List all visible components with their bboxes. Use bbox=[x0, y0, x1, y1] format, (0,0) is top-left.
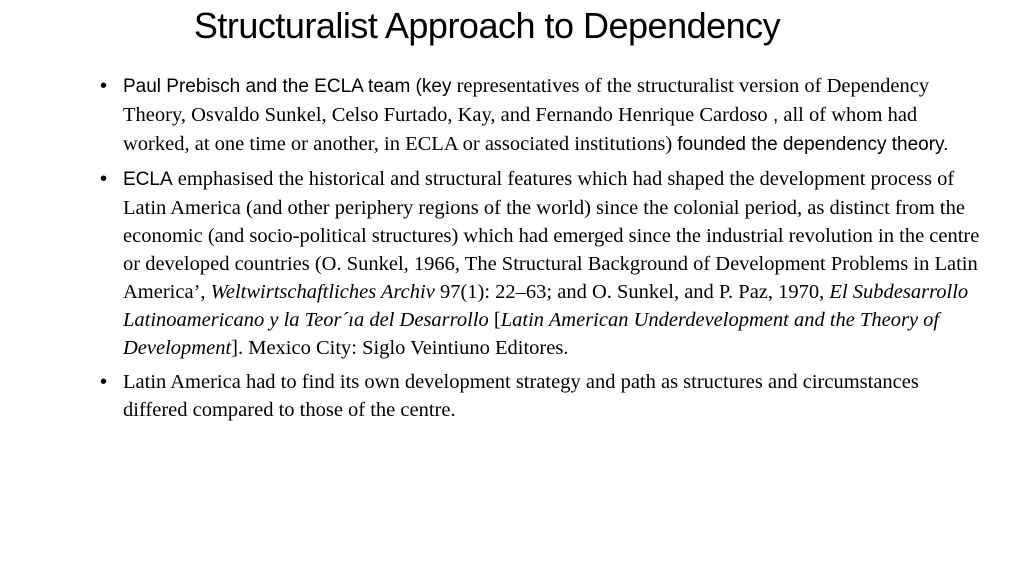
slide-title-text: Structuralist Approach to Dependency bbox=[193, 5, 781, 46]
bullet-2-body-c: [ bbox=[488, 309, 501, 331]
bullet-item-1 bbox=[100, 72, 980, 159]
bullet-1-comma: , bbox=[767, 105, 779, 126]
bullet-1-tail: founded the dependency theory. bbox=[677, 134, 949, 155]
bullet-2-book-title: El Subdesarrollo Latinoamericano y la Teor´ıa del Desarrollo bbox=[123, 281, 969, 331]
bullet-1-body-2: all of whom had worked, at one time or another, in ECLA or associated institutions) bbox=[123, 104, 918, 155]
bullet-item-3 bbox=[100, 368, 980, 424]
bullet-2-book-translation: Latin American Underdevelopment and the Theory of Development bbox=[123, 309, 940, 359]
slide-title bbox=[0, 4, 1024, 48]
bullet-2-body-a: emphasised the historical and structural features which had shaped the development process of Latin America (and other periphery regions of the world) since the colonial period, as distinct from the economic (and socio-political structures) which had emerged since the industrial revolution in the centre or developed countries (O. Sunkel, 1966, The Structural Background of Development Problems in Latin America’, bbox=[123, 168, 980, 303]
bullet-1-body: representatives of the structuralist version of Dependency Theory, Osvaldo Sunkel, Celso Furtado, Kay, and Fernando Henrique Cardoso bbox=[123, 75, 930, 126]
bullet-marker: • bbox=[100, 168, 108, 190]
bullet-1-lead: Paul Prebisch and the ECLA team (key bbox=[123, 76, 452, 97]
bullet-marker: • bbox=[100, 371, 108, 393]
bullet-2-body-d: ]. Mexico City: Siglo Veintiuno Editores. bbox=[231, 337, 569, 359]
bullet-2-lead: ECLA bbox=[123, 169, 173, 190]
bullet-list bbox=[100, 72, 980, 430]
bullet-marker: • bbox=[100, 75, 108, 97]
bullet-3-body: Latin America had to find its own development strategy and path as structures and circumstances differed compared to those of the centre. bbox=[123, 371, 919, 421]
bullet-2-journal: Weltwirtschaftliches Archiv bbox=[210, 281, 435, 303]
bullet-2-body-b: 97(1): 22–63; and O. Sunkel, and P. Paz, 1970, bbox=[434, 281, 830, 303]
bullet-item-2 bbox=[100, 165, 980, 362]
